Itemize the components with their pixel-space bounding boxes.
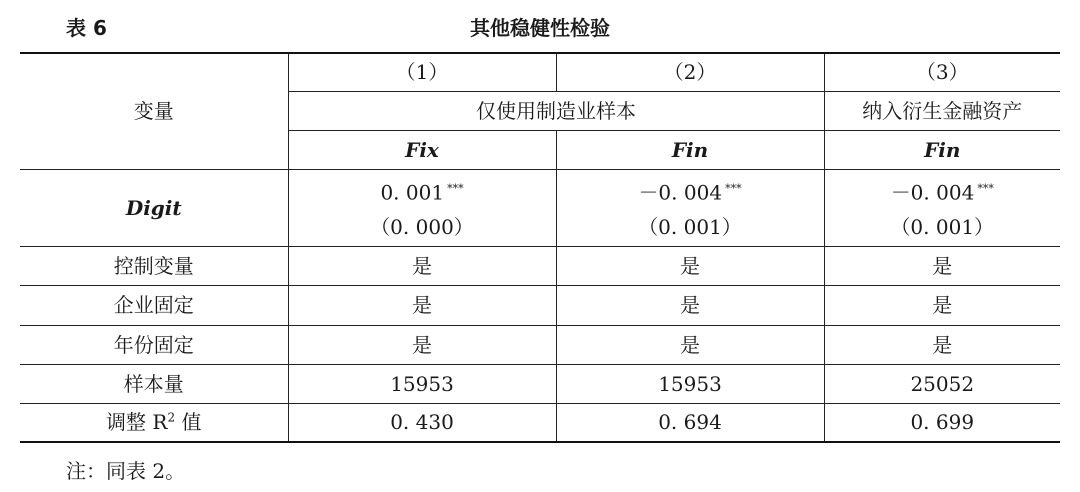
variable-header: 变量 [20,53,288,169]
table-cell: 25052 [824,364,1060,403]
digit-cell-3 [824,169,1060,246]
table-cell: 15953 [556,364,824,403]
dependent-variable-2: Fin [556,130,824,169]
digit-se-2: （0. 001） [638,214,742,239]
table-title: 其他稳健性检验 [470,16,610,40]
row-label-sample-size: 样本量 [20,364,288,403]
group-header-derivatives: 纳入衍生金融资产 [824,91,1060,130]
table-cell: 是 [288,246,556,285]
table-row [20,364,1060,403]
significance-stars-3: *** [977,181,994,195]
row-label-year-fe: 年份固定 [20,325,288,364]
table-cell: 0. 694 [556,403,824,442]
table-number: 表 6 [66,16,107,40]
r2-superscript: 2 [167,410,176,425]
r2-row [20,403,1060,442]
table-header [0,0,1080,52]
significance-stars-1: *** [447,181,464,195]
table-cell: 是 [556,246,824,285]
table-cell: 是 [824,285,1060,325]
digit-coef-1: 0. 001 [380,180,445,205]
row-label-firm-fe: 企业固定 [20,285,288,325]
digit-row [20,169,1060,246]
table-cell: 是 [556,285,824,325]
column-number-2: （2） [556,53,824,91]
column-number-1: （1） [288,53,556,91]
digit-cell-2 [556,169,824,246]
table-row [20,325,1060,364]
row-label-controls: 控制变量 [20,246,288,285]
table-cell: 0. 699 [824,403,1060,442]
table-cell: 15953 [288,364,556,403]
group-header-manufacturing: 仅使用制造业样本 [288,91,824,130]
significance-stars-2: *** [725,181,742,195]
dependent-variable-1: Fix [288,130,556,169]
table-cell: 0. 430 [288,403,556,442]
robustness-table [20,52,1060,443]
digit-label: Digit [20,169,288,246]
digit-se-1: （0. 000） [370,214,474,239]
column-number-3: （3） [824,53,1060,91]
digit-coef-2: －0. 004 [638,180,723,205]
table-row [20,246,1060,285]
table-cell: 是 [288,325,556,364]
table-note: 注：同表 2。 [66,459,186,483]
digit-se-3: （0. 001） [890,214,995,239]
table-cell: 是 [824,246,1060,285]
table-cell: 是 [556,325,824,364]
digit-coef-3: －0. 004 [890,180,975,205]
table-cell: 是 [288,285,556,325]
column-number-row [20,53,1060,91]
dependent-variable-3: Fin [824,130,1060,169]
table-cell: 是 [824,325,1060,364]
table-row [20,285,1060,325]
row-label-adj-r2: 调整 $R^2$ 值 [20,403,288,442]
digit-cell-1 [288,169,556,246]
